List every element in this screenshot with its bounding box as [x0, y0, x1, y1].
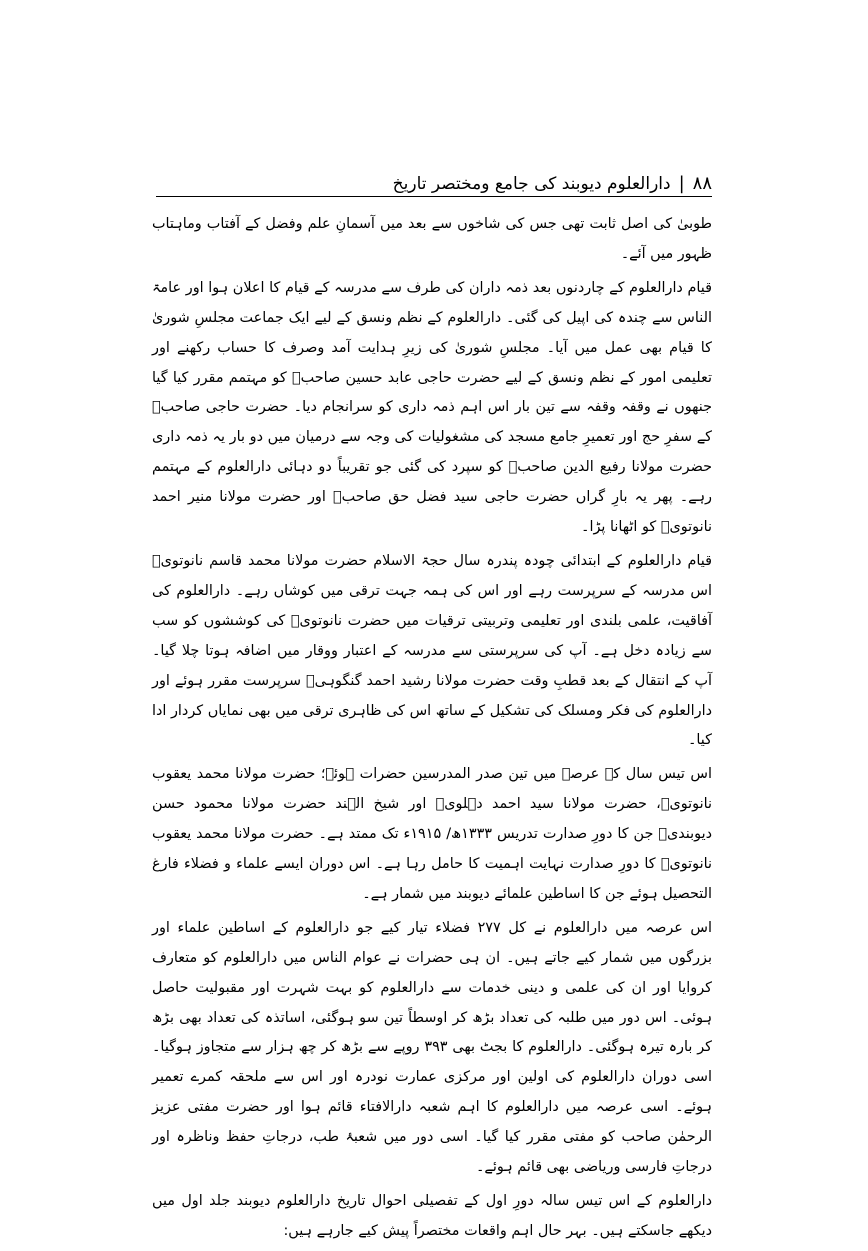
paragraph: اس عرصہ میں دارالعلوم نے کل ۲۷۷ فضلاء تیار کیے جو دارالعلوم کے اساطین علماء اور بزرگوں میں شمار کیے جاتے ہیں۔ ان ہی حضرات نے عوام الناس میں دارالعلوم کو متعارف کروایا اور ان کی علمی و دینی خدمات سے دارالعلوم کو بہت شہرت اور مقبولیت حاصل ہوئی۔ اس دور میں طلبہ کی تعداد بڑھ کر اوسطاً تین سو ہوگئی، اساتذہ کی تعداد بھی بڑھ کر بارہ تیرہ ہوگئی۔ دارالعلوم کا بجٹ بھی ۳۹۳ روپے سے بڑھ کر چھ ہزار سے متجاوز ہوگیا۔ اسی دوران دارالعلوم کی اولین اور مرکزی عمارت نودرہ اور اس سے ملحقہ کمرے تعمیر ہوئے۔ اسی عرصہ میں دارالعلوم کا اہم شعبہ دارالافتاء قائم ہوا اور حضرت مفتی عزیز الرحمٰن صاحب کو مفتی مقرر کیا گیا۔ اسی دور میں شعبۂ طب، درجاتِ حفظ وناظرہ اور درجاتِ فارسی وریاضی بھی قائم ہوئے۔: [152, 919, 713, 1176]
body-text: [152, 210, 712, 1251]
paragraph: دارالعلوم کے اس تیس سالہ دورِ اول کے تفصیلی احوال تاریخ دارالعلوم دیوبند جلد اول میں دیکھے جاسکتے ہیں۔ بہر حال اہم واقعات مختصراً پیش کیے جارہے ہیں:: [152, 1193, 712, 1239]
running-header: [156, 160, 712, 194]
paragraph: قیام دارالعلوم کے ابتدائی چودہ پندرہ سال حجۃ الاسلام حضرت مولانا محمد قاسم نانوتویؒ اس مدرسہ کے سرپرست رہے اور اس کی ہمہ جہت ترقی میں کوشاں رہے۔ دارالعلوم کی آفاقیت، علمی بلندی اور تعلیمی وتربیتی ترقیات میں حضرت نانوتویؒ کی کوششوں کو سب سے زیادہ دخل ہے۔ آپ کی سرپرستی سے مدرسہ کے اعتبار ووقار میں اضافہ ہوتا چلا گیا۔ آپ کے انتقال کے بعد قطبِ وقت حضرت مولانا رشید احمد گنگوہیؒ سرپرست مقرر ہوئے اور دارالعلوم کی فکر ومسلک کی تشکیل کے ساتھ اس کی ظاہری ترقی میں بھی نمایاں کردار ادا کیا۔: [152, 552, 712, 749]
paragraph: قیام دارالعلوم کے چاردنوں بعد ذمہ داران کی طرف سے مدرسہ کے قیام کا اعلان ہوا اور عامۃ الناس سے چندہ کی اپیل کی گئی۔ دارالعلوم کے نظم ونسق کے لیے ایک جماعت مجلسِ شوریٰ کا قیام بھی عمل میں آیا۔ مجلسِ شوریٰ کی زیرِ ہدایت آمد وصرف کا حساب رکھنے اور تعلیمی امور کے نظم ونسق کے لیے حضرت حاجی عابد حسین صاحبؒ کو مہتمم مقرر کیا گیا جنھوں نے وقفہ وقفہ سے تین بار اس اہم ذمہ داری کو سرانجام دیا۔ حضرت حاجی صاحبؒ کے سفرِ حج اور تعمیرِ جامع مسجد کی مشغولیات کی وجہ سے درمیان میں دو بار یہ ذمہ داری حضرت مولانا رفیع الدین صاحبؒ کو سپرد کی گئی جو تقریباً دو دہائی دارالعلوم کے مہتمم رہے۔ پھر یہ بارِ گراں حضرت حاجی سید فضل حق صاحبؒ اور حضرت مولانا منیر احمد نانوتویؒ کو اٹھانا پڑا۔: [152, 279, 712, 536]
paragraph: اس تیس سال کے عرصہ میں تین صدر المدرسین حضرات ہوئے؛ حضرت مولانا محمد یعقوب نانوتویؒ، حضرت مولانا سید احمد دہلویؒ اور شیخ الہند حضرت مولانا محمود حسن دیوبندیؒ جن کا دورِ صدارت تدریس ۱۳۳۳ھ/ ۱۹۱۵ء تک ممتد ہے۔ حضرت مولانا محمد یعقوب نانوتویؒ کا دورِ صدارت نہایت اہمیت کا حامل رہا ہے۔ اس دوران ایسے علماء و فضلاء فارغ التحصیل ہوئے جن کا اساطین علمائے دیوبند میں شمار ہے۔: [152, 766, 712, 902]
header-rule: [156, 196, 712, 197]
paragraph: طوبیٰ کی اصل ثابت تھی جس کی شاخوں سے بعد میں آسمانِ علم وفضل کے آفتاب وماہتاب ظہور میں آئے۔: [152, 216, 712, 262]
page-number: ۸۸: [692, 173, 712, 194]
header-separator: |: [678, 173, 685, 194]
running-title: دارالعلوم دیوبند کی جامع ومختصر تاریخ: [392, 173, 671, 194]
